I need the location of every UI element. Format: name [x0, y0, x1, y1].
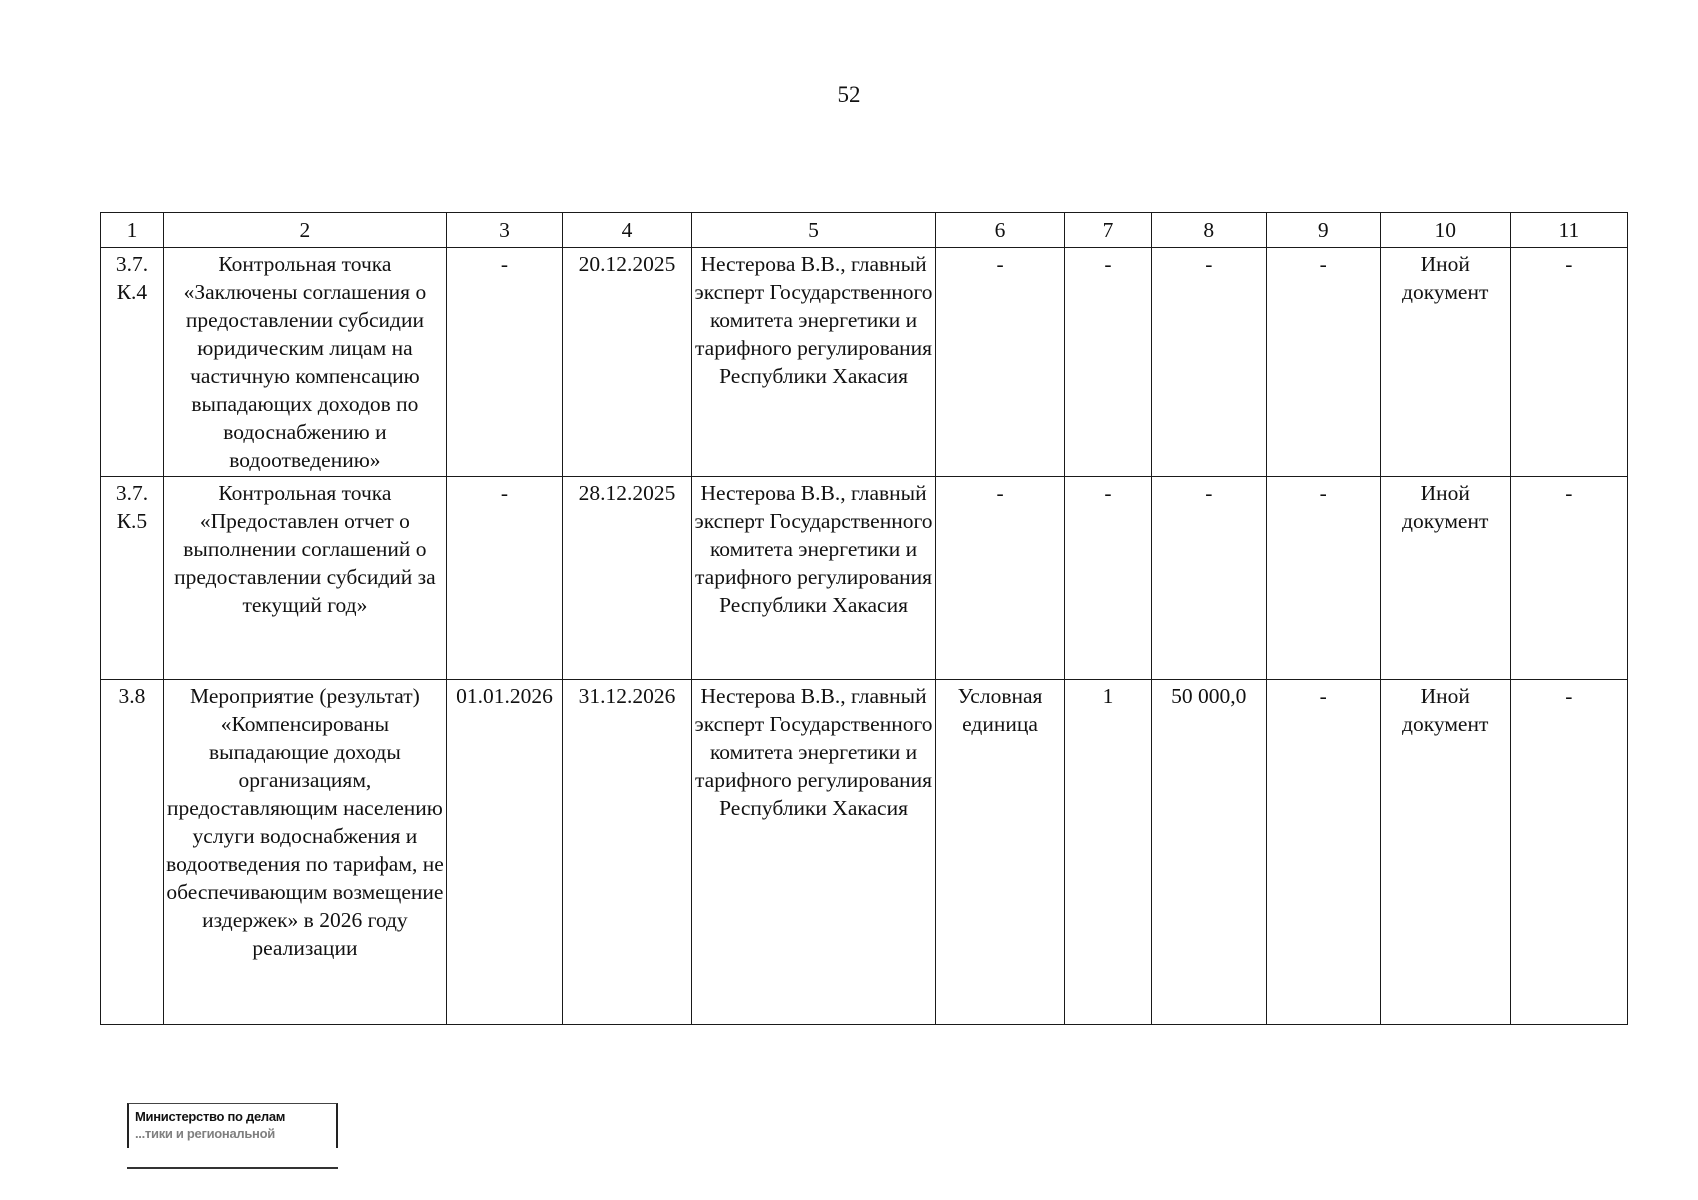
row-value: - — [1065, 248, 1152, 477]
row-unit: Условная единица — [936, 680, 1065, 1025]
stamp-text-line2: ...тики и региональной — [135, 1126, 275, 1141]
column-header: 11 — [1510, 213, 1627, 248]
row-end-date: 31.12.2026 — [562, 680, 691, 1025]
row-end-date: 20.12.2025 — [562, 248, 691, 477]
row-col11: - — [1510, 680, 1627, 1025]
column-header: 9 — [1266, 213, 1380, 248]
ministry-stamp — [127, 1103, 338, 1169]
column-header: 6 — [936, 213, 1065, 248]
row-responsible: Нестерова В.В., главный эксперт Государственного комитета энергетики и тарифного регулирования Республики Хакасия — [692, 477, 936, 680]
row-name: Мероприятие (результат) «Компенсированы выпадающие доходы организациям, предоставляющим населению услуги водоснабжения и водоотведения по тарифам, не обеспечивающим возмещение издержек» в 2026 году реализации — [163, 680, 446, 1025]
column-header: 1 — [101, 213, 164, 248]
row-start-date: 01.01.2026 — [446, 680, 562, 1025]
table-row — [101, 477, 1628, 680]
row-amount: 50 000,0 — [1151, 680, 1266, 1025]
row-responsible: Нестерова В.В., главный эксперт Государственного комитета энергетики и тарифного регулирования Республики Хакасия — [692, 248, 936, 477]
column-header: 8 — [1151, 213, 1266, 248]
page-number: 52 — [837, 82, 861, 107]
row-col11: - — [1510, 248, 1627, 477]
row-name: Контрольная точка «Предоставлен отчет о выполнении соглашений о предоставлении субсидий за текущий год» — [163, 477, 446, 680]
row-col9: - — [1266, 248, 1380, 477]
row-number: 3.7. К.5 — [101, 477, 164, 680]
row-amount: - — [1151, 248, 1266, 477]
row-document: Иной документ — [1380, 477, 1510, 680]
stamp-text-line1: Министерство по делам — [135, 1109, 286, 1124]
plan-table — [100, 212, 1628, 1025]
row-end-date: 28.12.2025 — [562, 477, 691, 680]
row-document: Иной документ — [1380, 680, 1510, 1025]
row-document: Иной документ — [1380, 248, 1510, 477]
row-col9: - — [1266, 680, 1380, 1025]
column-header: 4 — [562, 213, 691, 248]
header-row — [101, 213, 1628, 248]
column-header: 3 — [446, 213, 562, 248]
row-start-date: - — [446, 477, 562, 680]
row-start-date: - — [446, 248, 562, 477]
row-value: - — [1065, 477, 1152, 680]
row-amount: - — [1151, 477, 1266, 680]
row-responsible: Нестерова В.В., главный эксперт Государственного комитета энергетики и тарифного регулирования Республики Хакасия — [692, 680, 936, 1025]
row-col9: - — [1266, 477, 1380, 680]
row-unit: - — [936, 248, 1065, 477]
stamp-underline — [127, 1167, 338, 1169]
row-value: 1 — [1065, 680, 1152, 1025]
row-name: Контрольная точка «Заключены соглашения о предоставлении субсидии юридическим лицам на частичную компенсацию выпадающих доходов по водоснабжению и водоотведению» — [163, 248, 446, 477]
row-number: 3.8 — [101, 680, 164, 1025]
column-header: 7 — [1065, 213, 1152, 248]
table-row — [101, 680, 1628, 1025]
column-header: 10 — [1380, 213, 1510, 248]
row-unit: - — [936, 477, 1065, 680]
table-row — [101, 248, 1628, 477]
column-header: 2 — [163, 213, 446, 248]
row-number: 3.7. К.4 — [101, 248, 164, 477]
row-col11: - — [1510, 477, 1627, 680]
column-header: 5 — [692, 213, 936, 248]
